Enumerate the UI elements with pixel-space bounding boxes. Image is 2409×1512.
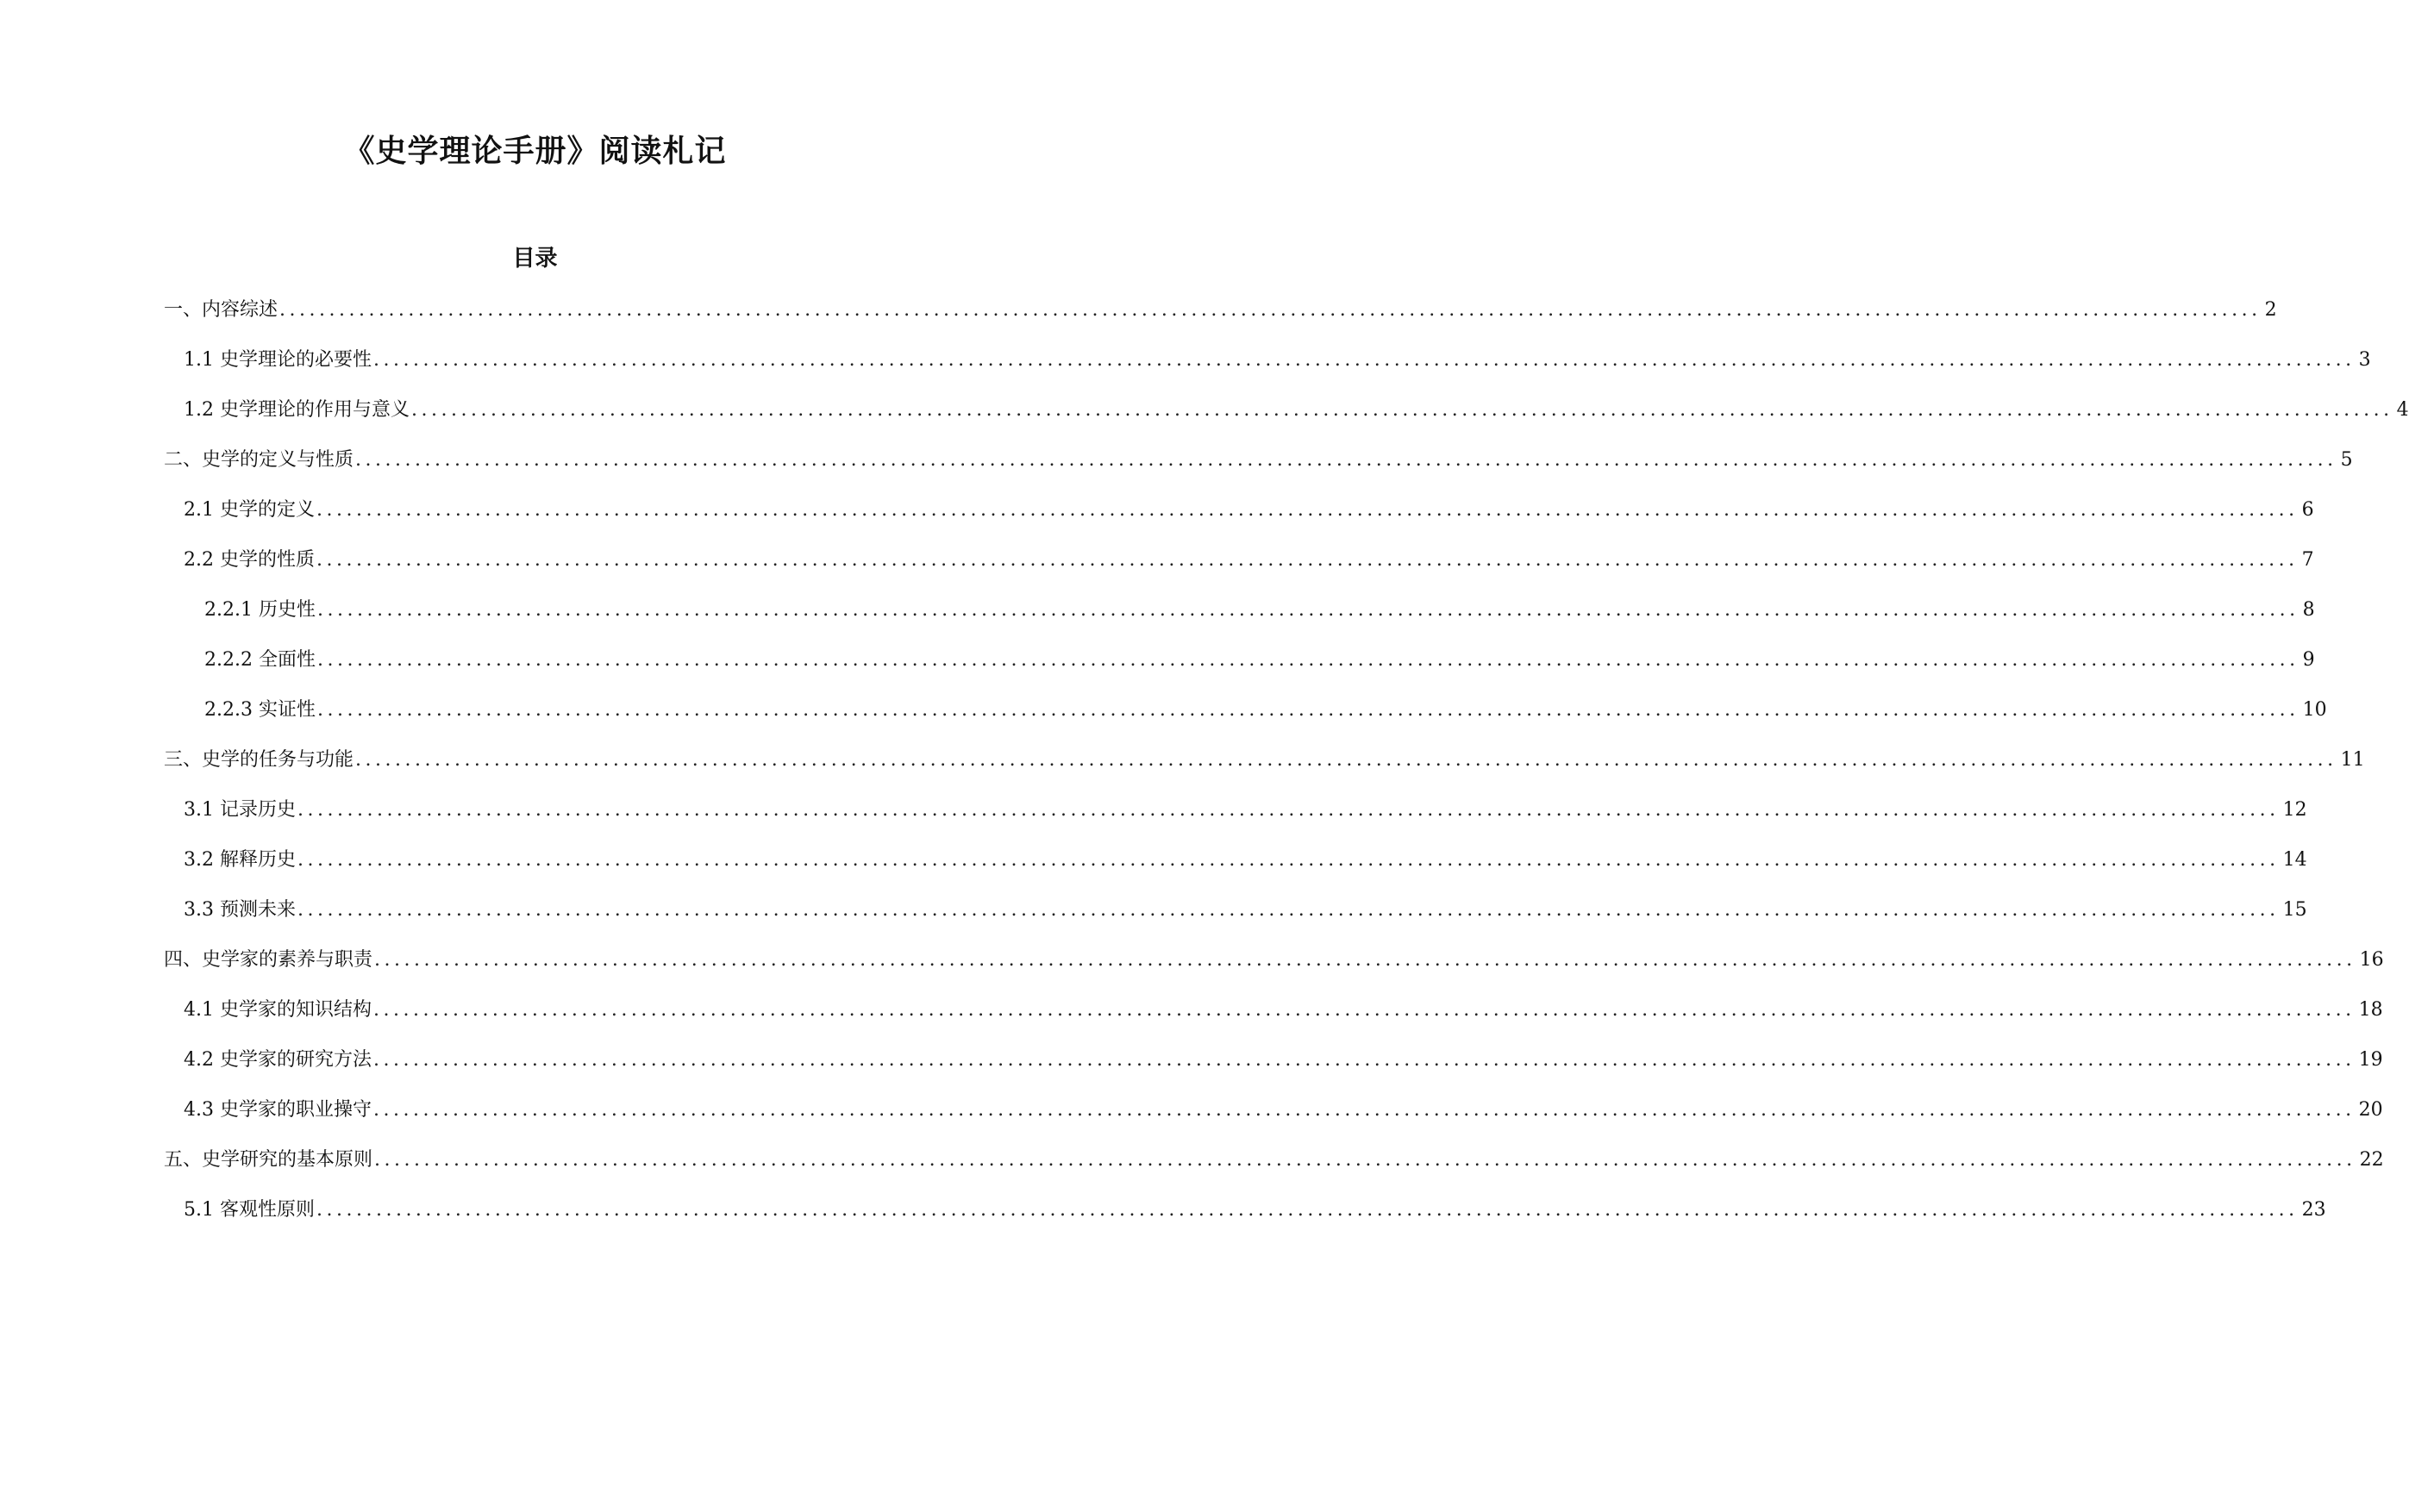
- toc-entry-page-number: 19: [2358, 1049, 2383, 1071]
- toc-entry-label: 实证性: [258, 699, 316, 721]
- toc-entry[interactable]: [204, 595, 2315, 626]
- toc-dot-leader: ........................................................................................................................................................................................................: [317, 649, 2300, 671]
- toc-dot-leader: ........................................................................................................................................................................................................: [355, 749, 2337, 771]
- toc-dot-leader: ........................................................................................................................................................................................................: [411, 399, 2393, 421]
- toc-entry[interactable]: [184, 995, 2383, 1026]
- toc-dot-leader: ........................................................................................................................................................................................................: [373, 999, 2356, 1021]
- toc-entry[interactable]: [184, 895, 2307, 926]
- toc-entry-page-number: 7: [2301, 549, 2314, 571]
- toc-dot-leader: ........................................................................................................................................................................................................: [373, 349, 2356, 371]
- toc-entry-label: 记录历史: [219, 799, 296, 821]
- toc-entry-page-number: 4: [2396, 399, 2409, 421]
- toc-entry-label: 四、史学家的素养与职责: [164, 949, 373, 971]
- toc-entry[interactable]: [164, 945, 2384, 976]
- toc-dot-leader: ........................................................................................................................................................................................................: [297, 799, 2280, 821]
- toc-entry[interactable]: [184, 1045, 2383, 1076]
- toc-dot-leader: ........................................................................................................................................................................................................: [374, 1149, 2356, 1171]
- toc-entry-number: 4.1: [184, 999, 220, 1021]
- toc-dot-leader: ........................................................................................................................................................................................................: [355, 449, 2337, 471]
- toc-entry-page-number: 14: [2282, 849, 2307, 871]
- toc-entry-label: 二、史学的定义与性质: [164, 449, 354, 471]
- toc-dot-leader: ........................................................................................................................................................................................................: [374, 949, 2356, 971]
- toc-entry[interactable]: [184, 1195, 2326, 1226]
- toc-entry-label: 五、史学研究的基本原则: [164, 1149, 373, 1171]
- toc-entry-number: 3.2: [184, 849, 220, 871]
- toc-dot-leader: ........................................................................................................................................................................................................: [317, 599, 2300, 621]
- toc-entry[interactable]: [184, 395, 2409, 426]
- toc-entry-page-number: 16: [2359, 949, 2384, 971]
- toc-entry[interactable]: [184, 545, 2314, 576]
- toc-entry-number: 3.1: [184, 799, 220, 821]
- toc-entry-number: 2.2.3: [204, 699, 259, 721]
- toc-dot-leader: ........................................................................................................................................................................................................: [373, 1099, 2356, 1121]
- toc-entry-page-number: 22: [2359, 1149, 2384, 1171]
- toc-entry-page-number: 15: [2282, 899, 2307, 921]
- toc-entry[interactable]: [184, 795, 2307, 826]
- toc-entry-label: 史学家的研究方法: [219, 1049, 372, 1071]
- toc-dot-leader: ........................................................................................................................................................................................................: [279, 299, 2262, 321]
- toc-dot-leader: ........................................................................................................................................................................................................: [316, 549, 2299, 571]
- document-title: 《史学理论手册》阅读札记: [343, 133, 727, 169]
- toc-entry-page-number: 11: [2340, 749, 2365, 771]
- toc-entry-page-number: 23: [2301, 1199, 2326, 1221]
- toc-entry-number: 1.2: [184, 399, 220, 421]
- toc-entry-number: 3.3: [184, 899, 220, 921]
- toc-dot-leader: ........................................................................................................................................................................................................: [373, 1049, 2356, 1071]
- toc-entry-number: 1.1: [184, 349, 220, 371]
- toc-entry-label: 一、内容综述: [164, 299, 278, 321]
- toc-entry[interactable]: [164, 295, 2277, 326]
- toc-entry[interactable]: [204, 695, 2327, 726]
- toc-entry-page-number: 5: [2340, 449, 2353, 471]
- toc-entry-number: 2.2.1: [204, 599, 259, 621]
- toc-entry-label: 史学家的知识结构: [219, 999, 372, 1021]
- toc-entry-label: 史学的性质: [219, 549, 315, 571]
- toc-entry-page-number: 2: [2264, 299, 2277, 321]
- toc-entry-number: 5.1: [184, 1199, 220, 1221]
- toc-entry[interactable]: [164, 1145, 2384, 1176]
- toc-entry[interactable]: [184, 1095, 2383, 1126]
- toc-dot-leader: ........................................................................................................................................................................................................: [297, 849, 2280, 871]
- toc-entry[interactable]: [184, 345, 2371, 376]
- toc-entry-number: 2.1: [184, 499, 220, 521]
- toc-entry[interactable]: [204, 645, 2315, 676]
- toc-entry-page-number: 6: [2301, 499, 2314, 521]
- toc-dot-leader: ........................................................................................................................................................................................................: [316, 499, 2299, 521]
- toc-entry-page-number: 9: [2302, 649, 2315, 671]
- toc-entry-page-number: 8: [2302, 599, 2315, 621]
- toc-entry-label: 历史性: [258, 599, 316, 621]
- toc-entry-page-number: 20: [2358, 1099, 2383, 1121]
- toc-entry-page-number: 3: [2358, 349, 2371, 371]
- toc-entry-label: 史学理论的作用与意义: [219, 399, 410, 421]
- toc-entry-label: 史学的定义: [219, 499, 315, 521]
- toc-entry-page-number: 12: [2282, 799, 2307, 821]
- toc-entry-label: 史学家的职业操守: [219, 1099, 372, 1121]
- toc-entry-label: 全面性: [258, 649, 316, 671]
- toc-entry-label: 解释历史: [219, 849, 296, 871]
- toc-entry-number: 2.2: [184, 549, 220, 571]
- toc-dot-leader: ........................................................................................................................................................................................................: [297, 899, 2280, 921]
- toc-entry-page-number: 10: [2302, 699, 2327, 721]
- toc-entry-page-number: 18: [2358, 999, 2383, 1021]
- toc-entry[interactable]: [164, 445, 2353, 476]
- toc-entry-number: 4.2: [184, 1049, 220, 1071]
- toc-dot-leader: ........................................................................................................................................................................................................: [317, 699, 2300, 721]
- toc-heading: 目录: [512, 246, 558, 272]
- toc-entry[interactable]: [164, 745, 2365, 776]
- toc-entry[interactable]: [184, 495, 2314, 526]
- toc-entry-label: 史学理论的必要性: [219, 349, 372, 371]
- toc-dot-leader: ........................................................................................................................................................................................................: [316, 1199, 2299, 1221]
- toc-entry-label: 客观性原则: [219, 1199, 315, 1221]
- toc-entry-label: 三、史学的任务与功能: [164, 749, 354, 771]
- toc-entry-number: 2.2.2: [204, 649, 259, 671]
- toc-entry-label: 预测未来: [219, 899, 296, 921]
- toc-entry-number: 4.3: [184, 1099, 220, 1121]
- toc-entry[interactable]: [184, 845, 2307, 876]
